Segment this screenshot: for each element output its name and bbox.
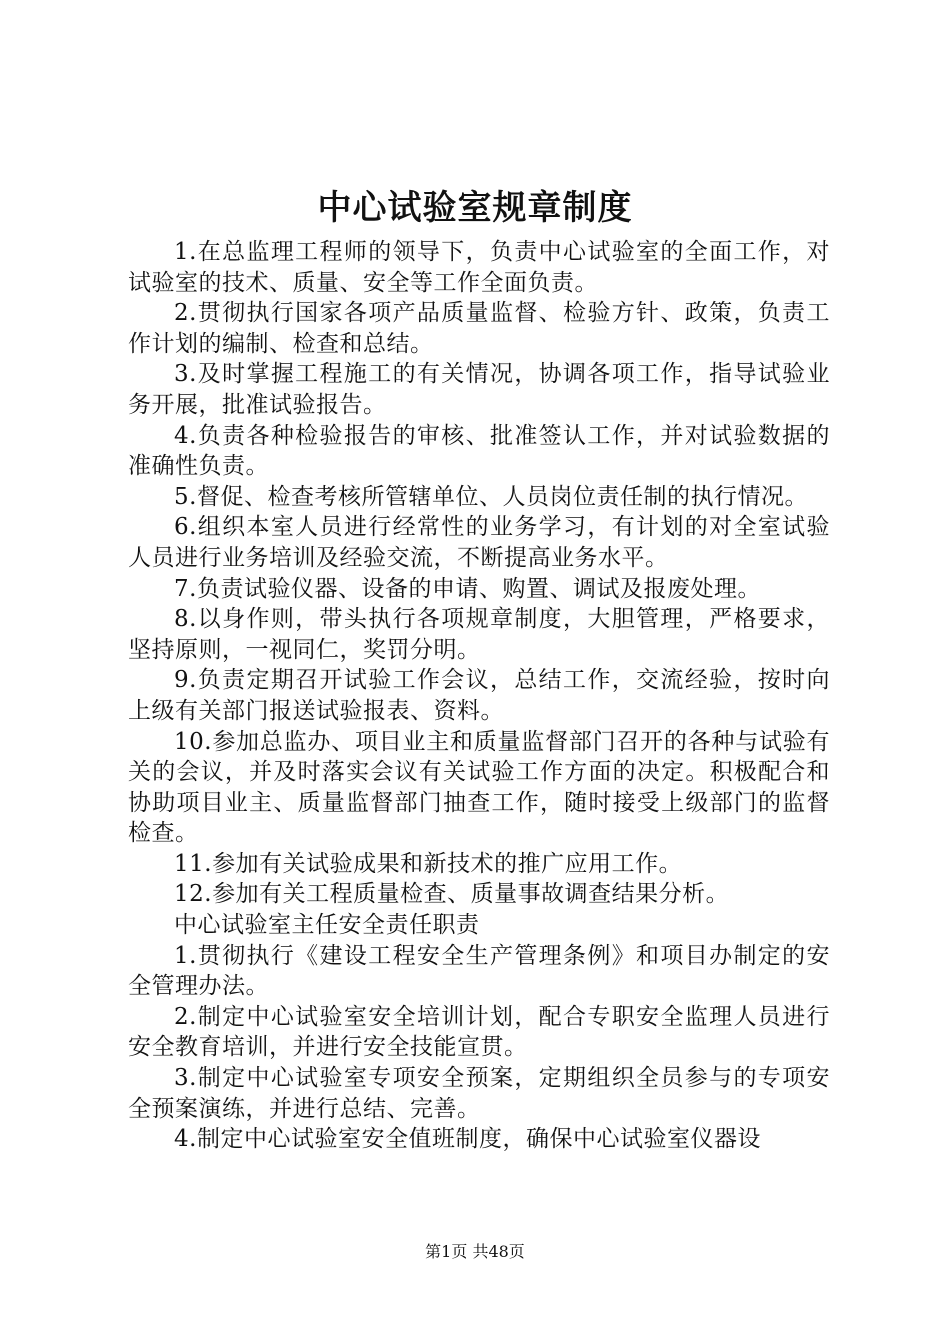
paragraph: 3.制定中心试验室专项安全预案，定期组织全员参与的专项安全预案演练，并进行总结、完善。	[128, 1065, 830, 1122]
paragraph: 3.及时掌握工程施工的有关情况，协调各项工作，指导试验业务开展，批准试验报告。	[128, 361, 830, 418]
paragraph: 6.组织本室人员进行经常性的业务学习，有计划的对全室试验人员进行业务培训及经验交流，不断提高业务水平。	[128, 514, 830, 571]
paragraph: 10.参加总监办、项目业主和质量监督部门召开的各种与试验有关的会议，并及时落实会议有关试验工作方面的决定。积极配合和协助项目业主、质量监督部门抽查工作，随时接受上级部门的监督检查。	[128, 728, 830, 847]
paragraph: 12.参加有关工程质量检查、质量事故调查结果分析。	[174, 881, 730, 908]
paragraph: 7.负责试验仪器、设备的申请、购置、调试及报废处理。	[174, 575, 761, 602]
paragraph: 1.贯彻执行《建设工程安全生产管理条例》和项目办制定的安全管理办法。	[128, 942, 830, 1000]
paragraph: 2.贯彻执行国家各项产品质量监督、检验方针、政策，负责工作计划的编制、检查和总结。	[128, 300, 830, 357]
paragraph: 9.负责定期召开试验工作会议，总结工作，交流经验，按时向上级有关部门报送试验报表、资料。	[128, 667, 830, 724]
paragraph: 4.负责各种检验报告的审核、批准签认工作，并对试验数据的准确性负责。	[128, 422, 830, 480]
paragraph: 2.制定中心试验室安全培训计划，配合专职安全监理人员进行安全教育培训，并进行安全技能宣贯。	[128, 1003, 830, 1061]
paragraph: 8.以身作则，带头执行各项规章制度，大胆管理，严格要求，坚持原则，一视同仁，奖罚分明。	[128, 606, 830, 663]
page-number-footer: 第1页 共48页	[425, 1242, 525, 1261]
paragraph: 4.制定中心试验室安全值班制度，确保中心试验室仪器设	[174, 1126, 761, 1153]
paragraph: 11.参加有关试验成果和新技术的推广应用工作。	[174, 850, 683, 877]
document-body	[128, 237, 830, 1155]
section-heading: 中心试验室主任安全责任职责	[174, 912, 480, 939]
paragraph: 5.督促、检查考核所管辖单位、人员岗位责任制的执行情况。	[174, 483, 808, 510]
paragraph: 1.在总监理工程师的领导下，负责中心试验室的全面工作，对试验室的技术、质量、安全等工作全面负责。	[128, 239, 830, 296]
document-title: 中心试验室规章制度	[317, 188, 633, 228]
